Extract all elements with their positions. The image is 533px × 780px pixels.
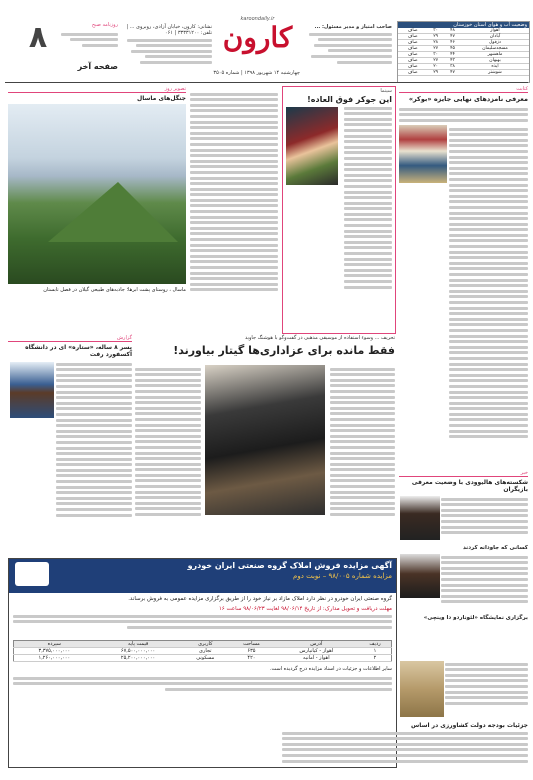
leonardo-headline: برگزاری نمایشگاه «لئوناردو دا وینچی»: [423, 615, 528, 621]
logo: [215, 16, 300, 66]
logo-text: کارون: [222, 21, 293, 54]
leonardo-block: [399, 660, 528, 720]
actor-photo-1: [400, 496, 440, 540]
photo-caption: ماسال ، روستای پشت ابرها؛ جاذبه‌های طبیعی گیلان در فصل تابستان: [43, 287, 186, 293]
book-covers-photo: [399, 125, 447, 183]
masthead: [0, 0, 533, 82]
child-story: [8, 335, 132, 555]
left-info: نشانی: کارون، خیابان آزادی، روبروی ... | تلفن: ۳۳۳۳۱۲۰۰ | ۰۶۱: [122, 24, 212, 76]
ad-intro: گروه صنعتی ایران خودرو در نظر دارد املاک مازاد بر نیاز خود را از طریق برگزاری مزایده عمومی به فروش برساند.: [128, 596, 392, 602]
middle-text: [190, 90, 278, 330]
headline: جزئیات بودجه دولت کشاورزی در اساس: [411, 722, 528, 729]
kicker: سینما: [380, 88, 392, 94]
weather-rows: [398, 28, 529, 76]
table-row: ایذه ۳۸ ۲۰ صاف: [398, 64, 529, 70]
photo-label: تصویر روز: [8, 86, 186, 93]
actors-column: [399, 470, 528, 660]
photo-subtitle: جنگل‌های ماسال: [137, 95, 186, 102]
headline: معرفی نامزدهای نهایی جایزه «بوکر»: [408, 95, 528, 103]
staff-info: صاحب امتیاز و مدیر مسئول: ...: [300, 24, 392, 80]
main-story: [135, 335, 395, 555]
ikco-logo-icon: [15, 562, 49, 586]
leonardo-photo: [400, 661, 444, 717]
table-row: شوشتر ۴۷ ۲۹ صاف: [398, 70, 529, 76]
weather-table: [397, 21, 530, 83]
subhead: کسانی که جاودانه کردند: [462, 545, 528, 551]
table-row: ردیف آدرس مساحت کاربری قیمت پایه سپرده: [13, 641, 391, 648]
bottom-right-news: [282, 722, 528, 774]
headline: پسر ۸ ساله، «ستاره» ای در دانشگاه آکسفورد رفت: [25, 344, 132, 358]
page-title: صفحه آخر: [77, 62, 118, 71]
section-label: خبر: [399, 470, 528, 477]
landscape-photo: [8, 104, 186, 284]
table-row: بهبهان ۴۳ ۲۷ صاف: [398, 58, 529, 64]
ad-table: [13, 640, 392, 662]
ad-title: آگهی مزایده فروش املاک گروه صنعتی ایران خودرو: [187, 561, 392, 570]
table-row: ۱ اهواز - کیانپارس ۶۳۵ تجاری ۶۷,۵۰۰,۰۰۰,۰۰۰ ۳,۳۷۵,۰۰۰,۰۰۰: [13, 648, 391, 655]
ad-footer: سایر اطلاعات و جزئیات در اسناد مزایده درج گردیده است.: [269, 666, 392, 672]
tagline: روزنامه صبح: [91, 22, 118, 28]
ad-number: مزایده شماره ۹۸/۰۰۵ – نوبت دوم: [293, 572, 392, 580]
table-row: ۲ اهواز - امانیه ۴۲۰ مسکونی ۲۵,۲۰۰,۰۰۰,۰۰۰ ۱,۲۶۰,۰۰۰,۰۰۰: [13, 655, 391, 662]
kicker: تحریف ... وسوء استفاده از موسیقی مذهبی در گفت‌وگو با هوشنگ جاوید: [245, 335, 395, 341]
divider: [5, 82, 528, 83]
child-photo: [10, 362, 54, 418]
table-row: ماهشهر ۴۴ ۳۰ صاف: [398, 52, 529, 58]
actor-photo-2: [400, 554, 440, 598]
site-url: karoondaily.ir: [240, 16, 275, 22]
mountain-shape: [48, 182, 178, 242]
section-label: کتابت: [399, 86, 528, 93]
headline: شکسته‌های هالیوودی با وضعیت معرفی بازیگران: [411, 479, 528, 493]
table-row: دزفول ۴۶ ۲۸ صاف: [398, 40, 529, 46]
ad-deadline: مهلت دریافت و تحویل مدارک: از تاریخ ۹۸/۰۶/۱۴ لغایت ۹۸/۰۶/۲۳ ساعت ۱۶: [218, 606, 392, 612]
table-row: مسجدسلیمان ۴۵ ۲۷ صاف: [398, 46, 529, 52]
photo-of-day: [8, 86, 186, 326]
weather-title: وضعیت آب و هوای استان خوزستان: [398, 22, 529, 28]
section-label: گزارش: [8, 335, 132, 342]
table-row: آبادان ۴۷ ۲۹ صاف: [398, 34, 529, 40]
headline: این جوکر فوق العاده!: [307, 95, 392, 104]
page-number: ۸: [28, 20, 48, 55]
tagline-text: [58, 30, 118, 50]
right-column: [399, 86, 528, 466]
headline: فقط مانده برای عزاداری‌ها گیتار بیاورند!: [173, 344, 395, 357]
mourning-photo: [205, 365, 325, 515]
ad-header: [9, 559, 396, 593]
joker-photo: [286, 107, 338, 185]
date-line: چهارشنبه ۱۴ شهریور ۱۳۹۸ | شماره ۳۵۰۵: [213, 70, 300, 76]
table-row: اهواز ۴۸ ۳۰ صاف: [398, 28, 529, 34]
joker-article: [282, 86, 396, 334]
